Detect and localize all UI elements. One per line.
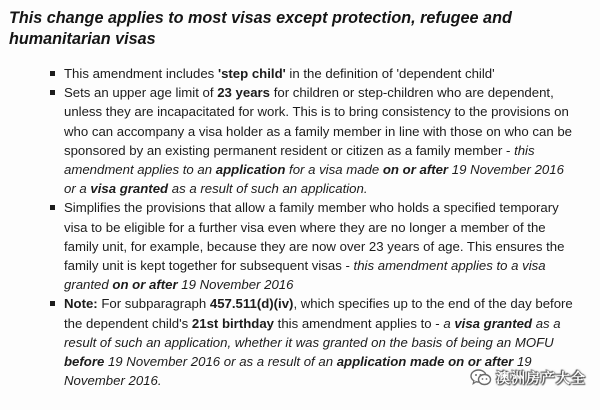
text-run: 19 November 2016 or a: [64, 162, 564, 197]
text-run: application: [215, 162, 286, 178]
text-run: a: [443, 315, 455, 331]
text-run: Sets an upper age limit of: [64, 85, 218, 101]
text-run: visa granted: [454, 315, 533, 331]
text-run: application made on or after: [336, 354, 514, 370]
watermark: [470, 368, 586, 388]
text-run: 457.511(d)(iv): [209, 296, 294, 312]
watermark-text: 澳洲房产大全: [496, 371, 586, 387]
text-run: , which specifies up to the end of the day before the dependent child's: [64, 296, 573, 331]
bullet-icon: [50, 205, 55, 210]
text-run: 19 November 2016.: [64, 354, 532, 389]
list-item: [64, 198, 576, 294]
bullet-icon: [50, 301, 55, 306]
list-item: [64, 83, 576, 198]
text-run: For subparagraph: [97, 296, 210, 312]
wechat-logo-icon: [470, 369, 492, 387]
text-run: this amendment applies to an: [64, 142, 535, 178]
text-run: 'step child': [217, 66, 286, 81]
list-item: [64, 64, 576, 83]
text-run: in the definition of 'dependent child': [285, 66, 495, 81]
text-run: Note:: [64, 296, 98, 312]
text-run: for a visa made: [285, 162, 383, 178]
bullet-icon: [50, 90, 55, 95]
text-run: This amendment includes: [64, 66, 218, 81]
list-item-text: [64, 66, 495, 81]
list-item-text: [64, 200, 564, 292]
text-run: Simplifies the provisions that allow a family member who holds a specified temporary visa to be eligible for a further visa even where they are no longer a member of the family unit, for example, because they are now over 23 years of age. This ensures the family unit is kept together for subsequent visas -: [64, 200, 565, 274]
text-run: this amendment applies to -: [274, 315, 444, 331]
text-run: 23 years: [217, 85, 271, 101]
text-run: for children or step-children who are dependent, unless they are incapacitated for work. This is to bring consistency to the provisions on who can accompany a visa holder as a family member in line with those on who can be sponsored by an existing permanent resident or citizen as a family member -: [64, 85, 572, 158]
amendment-list: [64, 64, 576, 390]
text-run: on or after: [112, 277, 178, 293]
text-run: before: [64, 354, 105, 370]
text-run: this amendment applies to a visa granted: [64, 258, 546, 293]
text-run: 19 November 2016 or as a result of an: [104, 354, 337, 370]
document-heading: This change applies to most visas except protection, refugee and humanitarian visas: [9, 9, 512, 48]
text-run: as a result of such an application.: [168, 181, 368, 197]
text-run: on or after: [382, 162, 449, 178]
text-run: as a result of such an application, whether it was granted on the basis of being an MOFU: [64, 315, 561, 350]
list-item-text: [64, 85, 572, 196]
bullet-icon: [50, 71, 55, 76]
text-run: visa granted: [90, 181, 169, 197]
text-run: 21st birthday: [191, 315, 274, 331]
text-run: 19 November 2016: [177, 277, 294, 293]
